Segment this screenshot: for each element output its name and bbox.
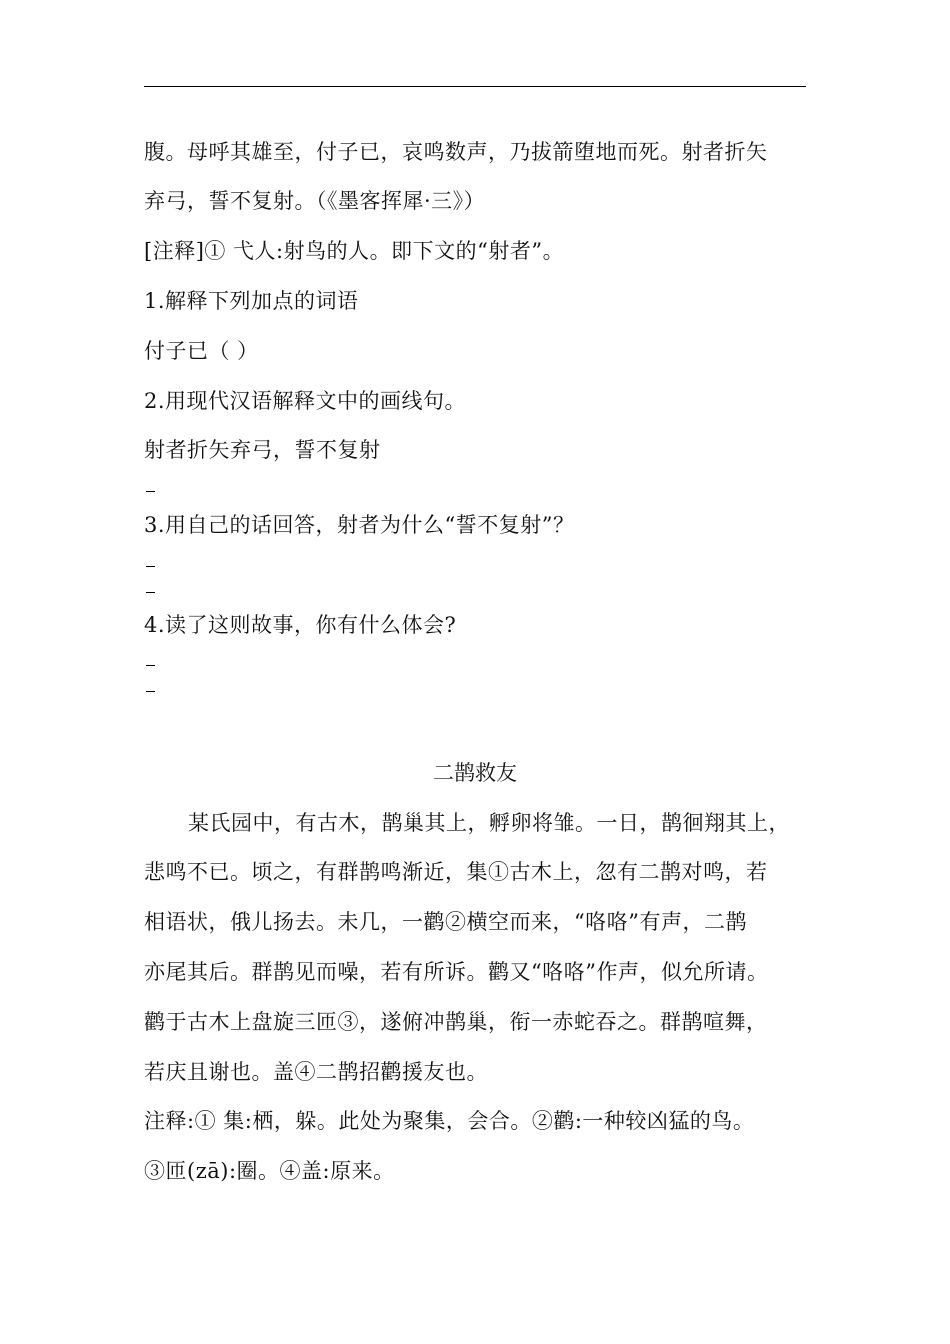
passage2-line-2: 悲鸣不已。顷之，有群鹊鸣渐近，集①古木上，忽有二鹊对鸣，若 [144,860,768,884]
passage2-line-6: 若庆且谢也。盖④二鹊招鹳援友也。 [144,1060,488,1084]
answer-blank [146,691,155,692]
passage2-line-1: 某氏园中，有古木，鹊巢其上，孵卵将雏。一日，鹊徊翔其上， [188,811,790,835]
answer-blank [146,592,155,593]
passage2-note-2: ③匝(zā):圈。④盖:原来。 [144,1159,395,1183]
answer-blank [146,491,155,492]
question-2-sentence: 射者折矢弃弓，誓不复射 [144,438,381,462]
passage1-note: [注释]① 弋人:射鸟的人。即下文的“射者”。 [144,239,565,263]
passage2-line-4: 亦尾其后。群鹊见而噪，若有所诉。鹳又“咯咯”作声，似允所请。 [144,960,769,984]
passage2-line-5: 鹳于古木上盘旋三匝③，遂俯冲鹊巢，衔一赤蛇吞之。群鹊喧舞， [144,1010,768,1034]
question-3: 3.用自己的话回答，射者为什么“誓不复射”？ [144,513,575,537]
question-1-item: 付子已（ ） [144,339,259,363]
passage2-line-3: 相语状，俄儿扬去。未几，一鹳②横空而来，“咯咯”有声，二鹊 [144,910,747,934]
question-1: 1.解释下列加点的词语 [144,289,359,313]
answer-blank [146,665,155,666]
question-4: 4.读了这则故事，你有什么体会? [144,613,457,637]
question-2: 2.用现代汉语解释文中的画线句。 [144,389,467,413]
passage1-line-1: 腹。母呼其雄至，付子已，哀鸣数声，乃拔箭堕地而死。射者折矢 [144,140,768,164]
passage1-line-2: 弃弓，誓不复射。（《墨客挥犀·三》） [144,189,486,213]
passage2-note-1: 注释:① 集:栖，躲。此处为聚集，会合。②鹳:一种较凶猛的鸟。 [144,1109,755,1133]
passage2-title: 二鹊救友 [433,761,517,785]
answer-blank [146,566,155,567]
header-rule [144,86,806,87]
